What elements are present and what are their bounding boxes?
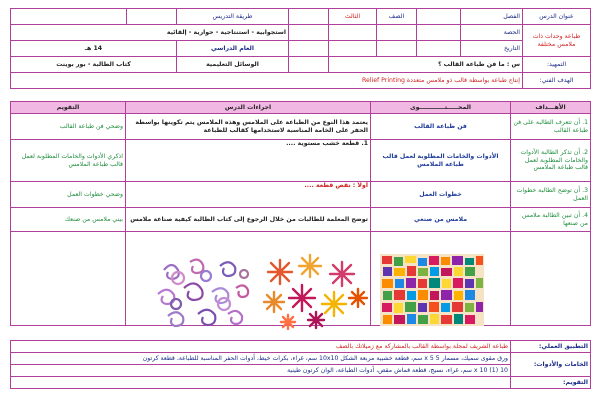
header-table xyxy=(10,8,591,89)
footer-table xyxy=(10,340,591,389)
tools-label: الخامات والأدوات: xyxy=(511,353,591,377)
final-eval-value xyxy=(11,377,511,389)
starburst-print-image xyxy=(258,250,370,330)
procedure-cell: 1. قطعة خشب مستوية .... xyxy=(126,140,371,182)
year-value: 14 هـ xyxy=(11,41,177,57)
grade-value: الثالث xyxy=(329,9,377,25)
method-label: طريقة التدريس xyxy=(177,9,289,25)
table-row xyxy=(11,182,591,208)
evaluation-cell: وضحي فن طباعة القالب xyxy=(11,114,126,140)
session-cell-3 xyxy=(329,25,377,41)
practice-value: طباعة الشريف لمجلة بواسطة القالب بالمشاركة مع زميلاتك بالصف xyxy=(11,341,511,353)
date-cell-4 xyxy=(289,41,329,57)
chapter-value xyxy=(417,9,461,25)
mosaic-print-image xyxy=(380,254,484,326)
grade-extra xyxy=(289,9,329,25)
chapter-label: الفصل xyxy=(461,9,523,25)
method-value: استجوابية - استنتاجية - حوارية - إلقائية xyxy=(11,25,289,41)
practice-label: التطبيق العملي: xyxy=(511,341,591,353)
goal-cell: 3. أن توضح الطالبة خطوات العمل xyxy=(511,182,591,208)
procedure-cell: يعتمد هذا النوع من الطباعة على الملامس وهذه الملامس يتم تكوينها بواسطة الحفر على الخامة المناسبة لاستخدامها كقالب للطباعة xyxy=(126,114,371,140)
goal-cell: 1. أن تتعرف الطالبة على فن طباعة القالب xyxy=(511,114,591,140)
content-cell: فن طباعة القالب xyxy=(371,114,511,140)
date-cell-3 xyxy=(329,41,377,57)
goal-cell: 2. أن تذكر الطالبة الأدوات والخامات المطلوبة لعمل قالب طباعة الملامس xyxy=(511,140,591,182)
swirl-print-image xyxy=(150,252,254,330)
procedure-cell: أولاً : نقص قطعة .... xyxy=(126,182,371,208)
evaluation-cell: اذكري الأدوات والخامات المطلوبة لعمل قالب طباعة الملامس xyxy=(11,140,126,182)
tools-line-1: ورق مقوى سميك، مسمار 5 x 5 سم، قطعة خشبية مربعة الشكل 10x10 سم، غراء، بكرات خيط، أدوات الحفر المناسبة للطباعة، قطعة كرتون xyxy=(11,353,511,365)
session-value xyxy=(417,25,461,41)
art-goal-label: الهدف الفني: xyxy=(523,73,591,89)
tools-line-2: 10 x 10 (1) سم، غراء، نسيج، قطعة قماش مقص، أدوات الطباعة، الوان كرتون طينية xyxy=(11,365,511,377)
images-empty-goal xyxy=(511,232,591,326)
content-cell: ملامس من صنعي xyxy=(371,208,511,232)
content-cell: الأدوات والخامات المطلوبة لعمل قالب طباعة الملامس xyxy=(371,140,511,182)
book-label: كتاب الطالبة - بور بوينت xyxy=(11,57,177,73)
date-cell-2 xyxy=(377,41,417,57)
aids-label: الوسائل التعليمية xyxy=(177,57,289,73)
col-goals: الأهـــداف xyxy=(511,102,591,114)
session-cell-2 xyxy=(377,25,417,41)
header-empty-1 xyxy=(11,9,127,25)
content-cell: خطوات العمل xyxy=(371,182,511,208)
table-row xyxy=(11,208,591,232)
evaluation-cell: بيني ملامس من صنعك xyxy=(11,208,126,232)
procedure-cell: توضح المعلمة للطالبات من خلال الرجوع إلى كتاب الطالبة كيفية صناعة ملامس xyxy=(126,208,371,232)
intro-label: التمهيد: xyxy=(523,57,591,73)
art-goal-value: إنتاج طباعة بواسطة قالب ذو ملامس متعددة Relief Printing xyxy=(11,73,523,89)
col-evaluation: التقويم xyxy=(11,102,126,114)
method-extra xyxy=(127,9,177,25)
lesson-title-value: طباعة وحدات ذات ملامس مختلفة xyxy=(523,25,591,57)
year-label: العام الدراسي xyxy=(177,41,289,57)
table-row xyxy=(11,140,591,182)
date-value xyxy=(417,41,461,57)
date-label: التاريخ xyxy=(461,41,523,57)
intro-spacer xyxy=(289,57,329,73)
grade-label: الصف xyxy=(377,9,417,25)
evaluation-cell: وضحي خطوات العمل xyxy=(11,182,126,208)
col-procedures: اجراءات الدرس xyxy=(126,102,371,114)
lesson-title-label: عنوان الدرس xyxy=(523,9,591,25)
goal-cell: 4. أن تبين الطالبة ملامس من صنعها xyxy=(511,208,591,232)
final-eval-label: التقويم: xyxy=(511,377,591,389)
intro-value: س : ما فن طباعة القالب ؟ xyxy=(329,57,523,73)
images-empty-eval xyxy=(11,232,126,326)
col-content: المحـــــتــــــــــــوى xyxy=(371,102,511,114)
session-cell-4 xyxy=(289,25,329,41)
session-label: الحصة xyxy=(461,25,523,41)
table-row xyxy=(11,114,591,140)
